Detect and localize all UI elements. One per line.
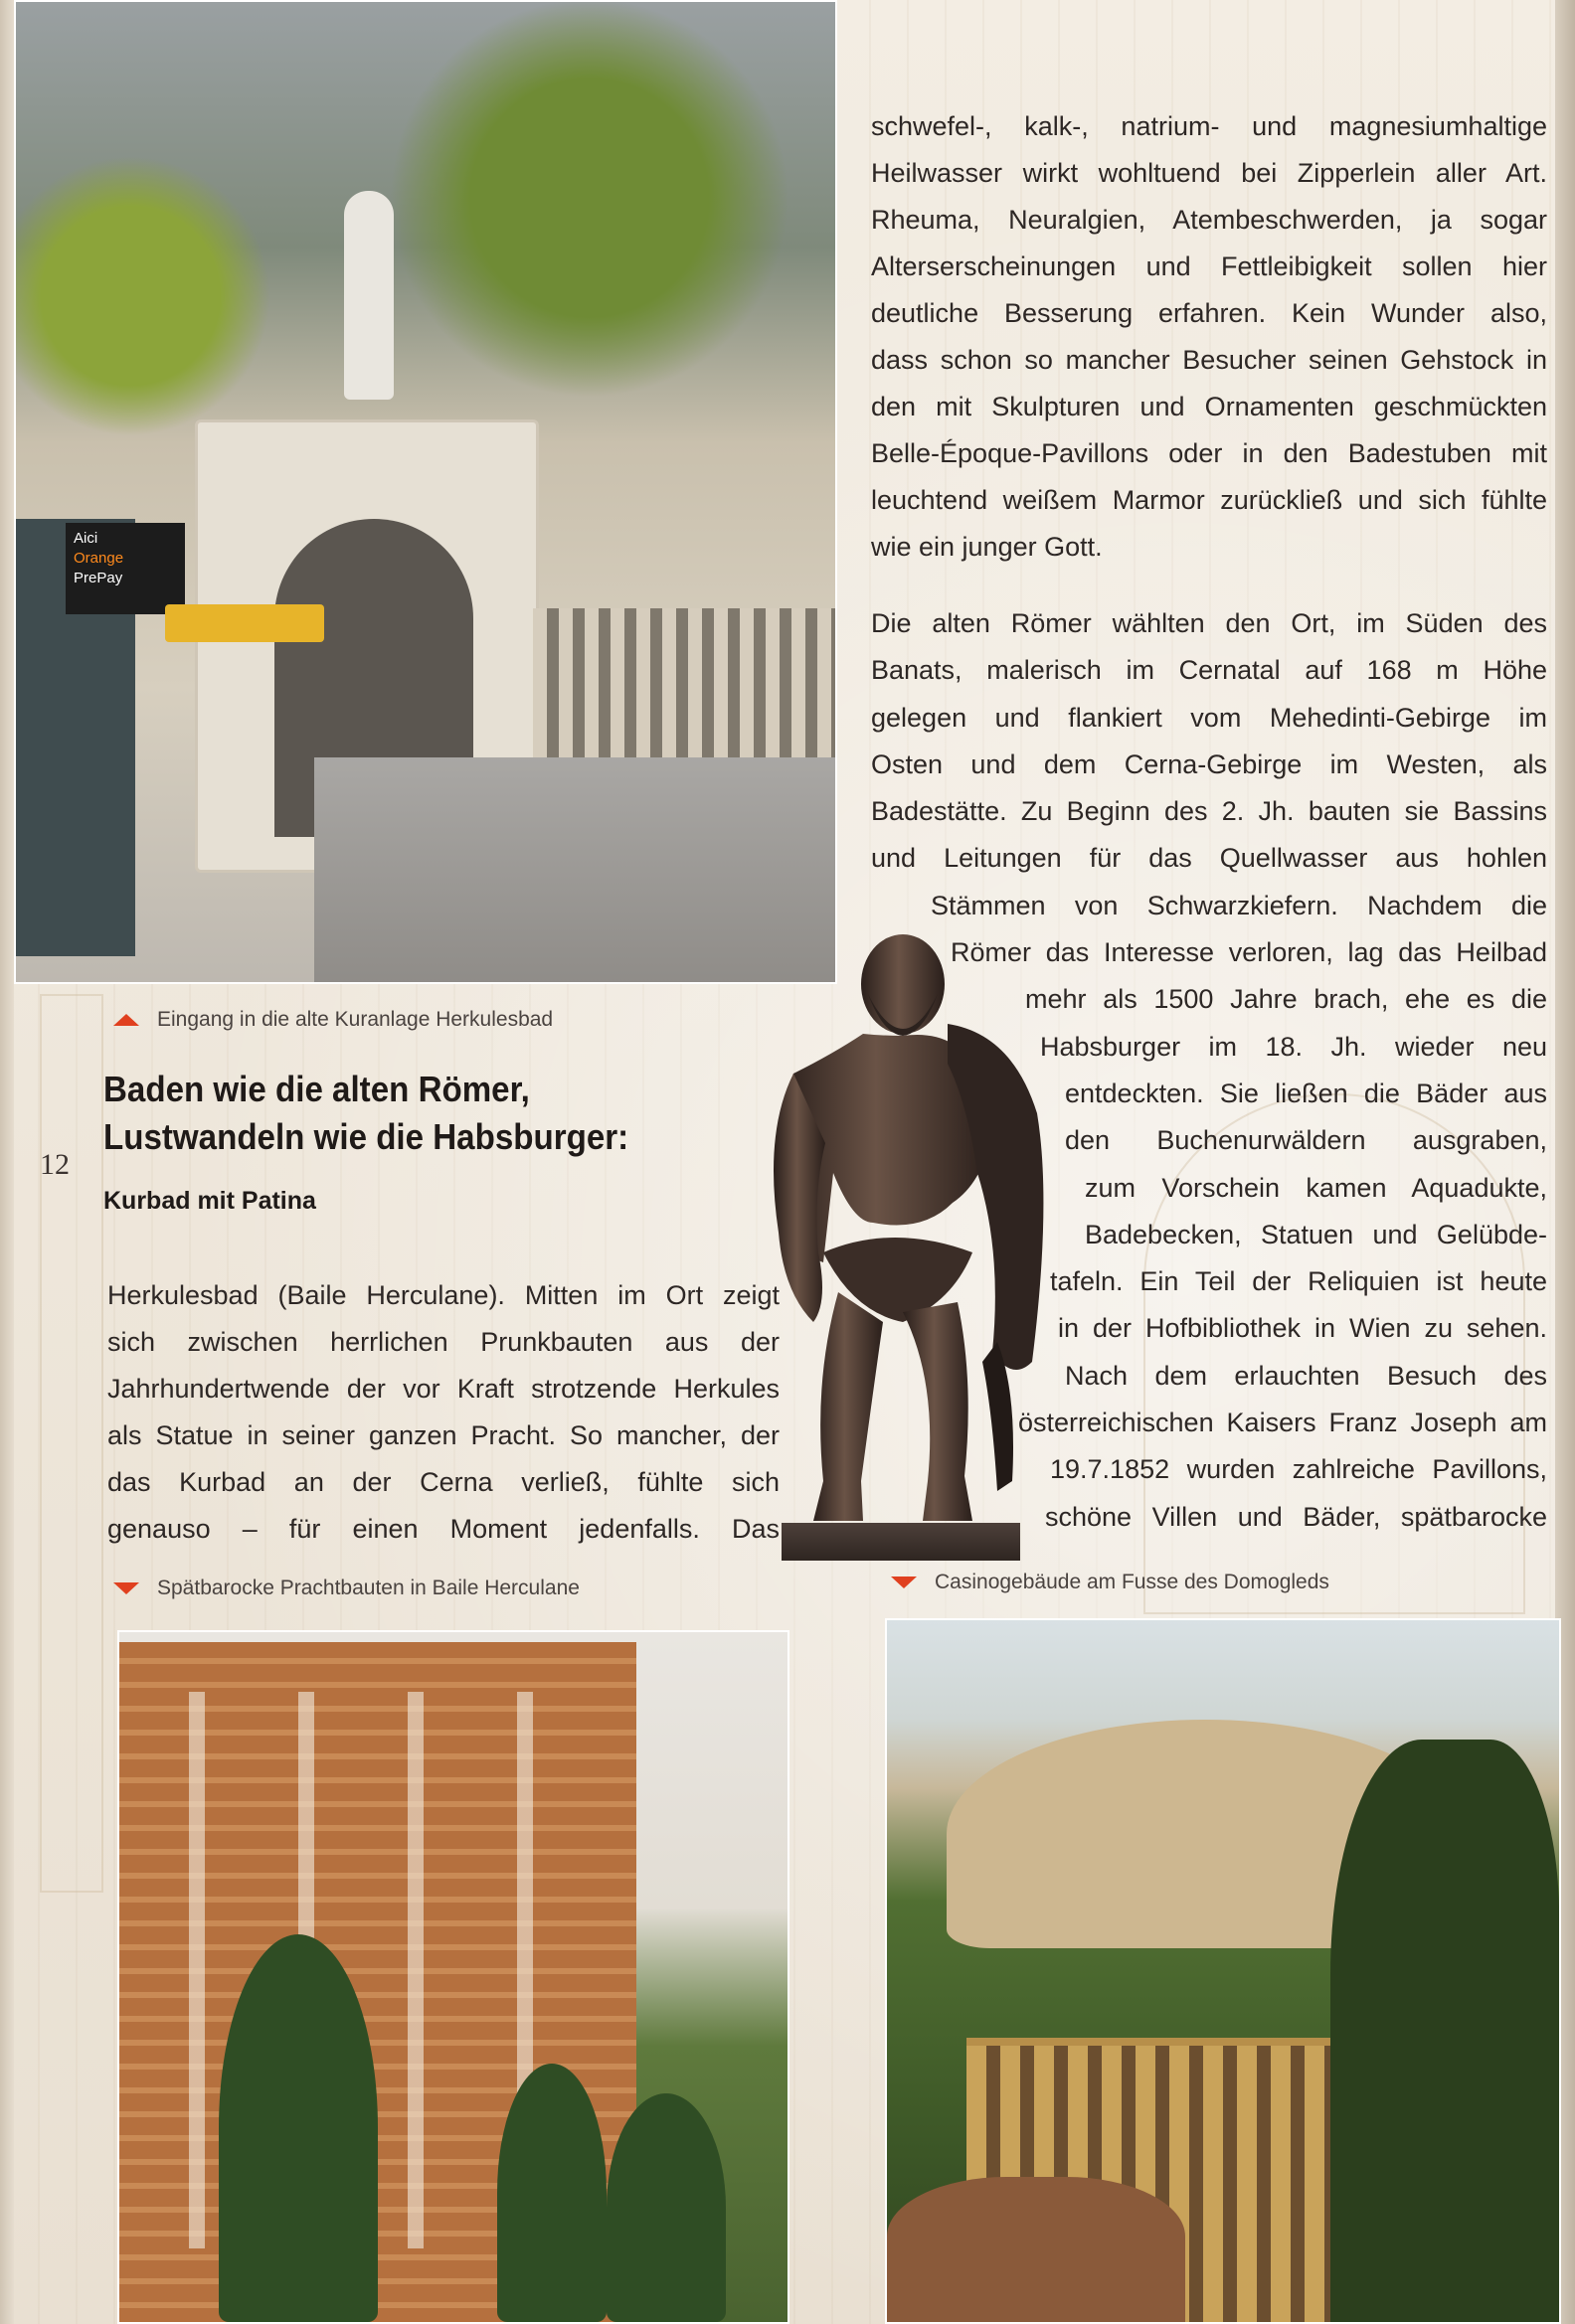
text-line: Badebecken, Statuen und Gelübde-: [1085, 1219, 1547, 1249]
text-line: Nach dem erlauchten Besuch des: [1065, 1360, 1547, 1391]
headline-line-1: Baden wie die alten Römer,: [103, 1069, 530, 1109]
yellow-awning: [165, 604, 324, 642]
text-line: mehr als 1500 Jahre brach, ehe es die: [1025, 984, 1547, 1015]
text-line: Habsburger im 18. Jh. wieder neu: [1040, 1031, 1547, 1062]
text-line: leuchtend weißem Marmor zurückließ und sich fühlte: [871, 485, 1547, 515]
text-line: und Leitungen für das Quellwasser aus hohlen: [871, 843, 1547, 874]
caption-photo-2: [113, 1577, 580, 1600]
statue-on-arch: [344, 191, 394, 400]
text-line: als Statue in seiner ganzen Pracht. So mancher, der: [107, 1420, 780, 1450]
headline-line-2: Lustwandeln wie die Habsburger:: [103, 1116, 629, 1157]
cypress-tree: [497, 2064, 607, 2322]
kiosk-sign: [66, 523, 185, 614]
text-line: zum Vorschein kamen Aquadukte,: [1085, 1172, 1547, 1203]
text-line: gelegen und flankiert vom Mehedinti-Gebirge im: [871, 702, 1547, 733]
caption-photo-3: [891, 1571, 1329, 1594]
kiosk-sign-line3: PrePay: [74, 570, 123, 586]
text-line: in der Hofbibliothek in Wien zu sehen.: [1058, 1313, 1547, 1344]
page-number: 12: [40, 1148, 70, 1181]
kiosk-sign-line2: Orange: [74, 550, 124, 567]
kiosk-sign-line1: Aici: [74, 530, 98, 547]
text-line: Römer das Interesse verloren, lag das Heilbad: [951, 937, 1547, 968]
text-line: dass schon so mancher Besucher seinen Gehstock in: [871, 345, 1547, 375]
text-line: österreichischen Kaisers Franz Joseph am: [1018, 1408, 1547, 1438]
photo-spa-entrance: [14, 0, 837, 984]
text-line: den Buchenurwäldern ausgraben,: [1065, 1125, 1547, 1156]
caption-photo-3-text: Casinogebäude am Fusse des Domogleds: [935, 1571, 1329, 1593]
text-line: wie ein junger Gott.: [871, 532, 1103, 562]
right-column-paragraph-1: [871, 103, 1547, 571]
text-line: Jahrhundertwende der vor Kraft strotzende Herkules: [107, 1374, 780, 1404]
text-line: Die alten Römer wählten den Ort, im Süden des: [871, 608, 1547, 638]
photo-casino-building: [885, 1618, 1561, 2324]
photo-baroque-buildings: [117, 1630, 789, 2324]
text-line: entdeckten. Sie ließen die Bäder aus: [1065, 1078, 1547, 1108]
headline: [103, 1066, 689, 1161]
statue-pedestal: [782, 1523, 1020, 1561]
text-line: tafeln. Ein Teil der Reliquien ist heute: [1050, 1266, 1547, 1297]
text-line: Badestätte. Zu Beginn des 2. Jh. bauten sie Bassins: [871, 796, 1547, 827]
decorative-column: [40, 994, 103, 1893]
text-line: den mit Skulpturen und Ornamenten geschmückten: [871, 392, 1547, 421]
text-line: Osten und dem Cerna-Gebirge im Westen, als: [871, 748, 1547, 779]
text-line: schwefel-, kalk-, natrium- und magnesiumhaltige: [871, 111, 1547, 141]
cypress-tree: [607, 2093, 726, 2322]
text-line: Herkulesbad (Baile Herculane). Mitten im Ort zeigt: [107, 1280, 780, 1310]
text-line: Heilwasser wirkt wohltuend bei Zipperlein aller Art.: [871, 158, 1547, 188]
text-line: 19.7.1852 wurden zahlreiche Pavillons,: [1050, 1454, 1547, 1485]
pavilion-roof: [887, 2177, 1185, 2324]
text-line: deutliche Besserung erfahren. Kein Wunder also,: [871, 298, 1547, 328]
red-triangle-down-icon: [113, 1582, 139, 1594]
text-line: schöne Villen und Bäder, spätbarocke: [1045, 1501, 1547, 1532]
page-left-edge: [0, 0, 14, 2324]
subheadline: Kurbad mit Patina: [103, 1187, 316, 1215]
hercules-statue-icon: [754, 924, 1072, 1561]
cypress-tree: [219, 1934, 378, 2322]
text-line: sich zwischen herrlichen Prunkbauten aus der: [107, 1327, 780, 1357]
text-line: Stämmen von Schwarzkiefern. Nachdem die: [931, 890, 1547, 920]
text-line: das Kurbad an der Cerna verließ, fühlte sich: [107, 1467, 780, 1497]
caption-photo-1: [113, 1008, 553, 1032]
colonnade: [533, 608, 837, 757]
left-column-text: [107, 1272, 780, 1553]
text-line: Alterserscheinungen und Fettleibigkeit sollen hier: [871, 251, 1547, 281]
large-tree: [1330, 1740, 1559, 2324]
red-triangle-up-icon: [113, 1014, 139, 1026]
caption-photo-1-text: Eingang in die alte Kuranlage Herkulesbad: [157, 1008, 554, 1031]
caption-photo-2-text: Spätbarocke Prachtbauten in Baile Herculane: [157, 1577, 580, 1599]
text-line: Rheuma, Neuralgien, Atembeschwerden, ja sogar: [871, 205, 1547, 235]
text-line: Belle-Époque-Pavillons oder in den Badestuben mit: [871, 438, 1547, 468]
red-triangle-down-icon: [891, 1577, 917, 1588]
text-line: genauso – für einen Moment jedenfalls. Das: [107, 1514, 780, 1544]
text-line: Banats, malerisch im Cernatal auf 168 m Höhe: [871, 655, 1547, 686]
